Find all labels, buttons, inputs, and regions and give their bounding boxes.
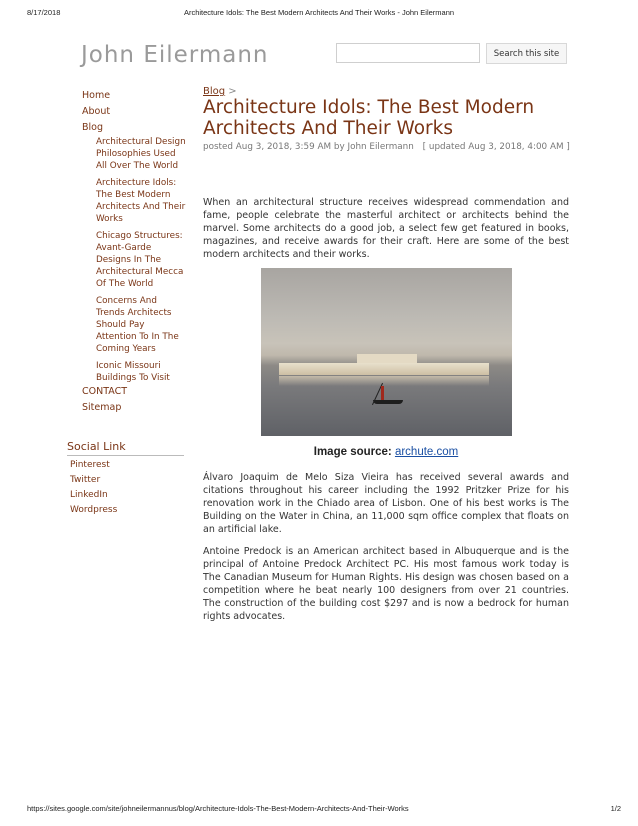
- image-caption: [203, 446, 569, 458]
- breadcrumb: [203, 86, 237, 97]
- search-button[interactable]: Search this site: [486, 43, 567, 64]
- post-paragraph-predock: [203, 545, 569, 623]
- nav-subitem[interactable]: Iconic Missouri Buildings To Visit: [96, 361, 170, 383]
- print-url: https://sites.google.com/site/johneilermannus/blog/Architecture-Idols-The-Best-Modern-Architects-And-Their-Works: [27, 804, 409, 813]
- photo-boatman: [381, 386, 384, 400]
- paragraph: Álvaro Joaquim de Melo Siza Vieira has received several awards and citations throughout his career including the 1992 Pritzker Prize for his renovation work in the Chiado area of Lisbon. One of his best works is The Building on the Water in China, an 11,000 sqm office complex that floats on an artificial lake.: [203, 472, 569, 535]
- photo-boat: [373, 400, 403, 404]
- nav-item-sitemap[interactable]: Sitemap: [82, 402, 122, 413]
- social-link-linkedin[interactable]: LinkedIn: [70, 490, 108, 500]
- print-page-title: Architecture Idols: The Best Modern Architects And Their Works - John Eilermann: [183, 8, 455, 17]
- post-title: Architecture Idols: The Best Modern Architects And Their Works: [203, 97, 535, 139]
- post-image: [261, 268, 512, 436]
- nav-subitem[interactable]: Architectural Design Philosophies Used All Over The World: [96, 137, 186, 171]
- paragraph: Antoine Predock is an American architect based in Albuquerque and is the principal of Antoine Predock Architect PC. His most famous work today is The Canadian Museum for Human Rights. His design was chosen based on a competition where he beat nearly 100 designers from over 21 countries. The construction of the building cost $297 and is now a bedrock for human rights advocates.: [203, 546, 569, 622]
- post-paragraph-siza: [203, 471, 569, 536]
- social-link-wordpress[interactable]: Wordpress: [70, 505, 118, 515]
- post-posted-date: posted Aug 3, 2018, 3:59 AM by John Eilermann: [203, 142, 414, 152]
- photo-building: [279, 363, 489, 375]
- nav-item-about[interactable]: About: [82, 106, 111, 117]
- nav-subitem-current[interactable]: Architecture Idols: The Best Modern Architects And Their Works: [96, 178, 186, 224]
- nav-item-home[interactable]: Home: [82, 90, 111, 101]
- photo-reflection: [279, 376, 489, 386]
- blog-subnav: [96, 136, 186, 384]
- social-link-twitter[interactable]: Twitter: [70, 475, 101, 485]
- print-page-number: 1/2: [610, 804, 621, 813]
- social-link-pinterest[interactable]: Pinterest: [70, 460, 110, 470]
- site-title[interactable]: John Eilermann: [81, 42, 269, 68]
- nav-item-contact[interactable]: CONTACT: [82, 386, 128, 397]
- sidebar-nav: [82, 88, 186, 416]
- post-intro: [203, 196, 569, 261]
- intro-paragraph: When an architectural structure receives widespread commendation and fame, people celebrate the masterful architect or architects behind the marvel. Some architects do a good job, a select few get featured in books, magazines, and receive awards for their craft. Here are some of the best modern architects and their works.: [203, 197, 569, 260]
- breadcrumb-blog-link[interactable]: Blog: [203, 86, 226, 97]
- social-heading: Social Link: [67, 440, 184, 456]
- post-meta: [196, 141, 576, 154]
- post-updated-date: [ updated Aug 3, 2018, 4:00 AM ]: [422, 142, 570, 152]
- nav-subitem[interactable]: Chicago Structures: Avant-Garde Designs In The Architectural Mecca Of The World: [96, 231, 184, 289]
- nav-item-blog[interactable]: Blog: [82, 122, 103, 133]
- social-links: [70, 458, 117, 518]
- search-input[interactable]: [336, 43, 480, 63]
- print-date: 8/17/2018: [27, 8, 61, 17]
- nav-subitem[interactable]: Concerns And Trends Architects Should Pay Attention To In The Coming Years: [96, 296, 179, 354]
- breadcrumb-separator: >: [228, 86, 237, 97]
- caption-label: Image source:: [313, 446, 392, 458]
- caption-source-link[interactable]: archute.com: [394, 446, 459, 458]
